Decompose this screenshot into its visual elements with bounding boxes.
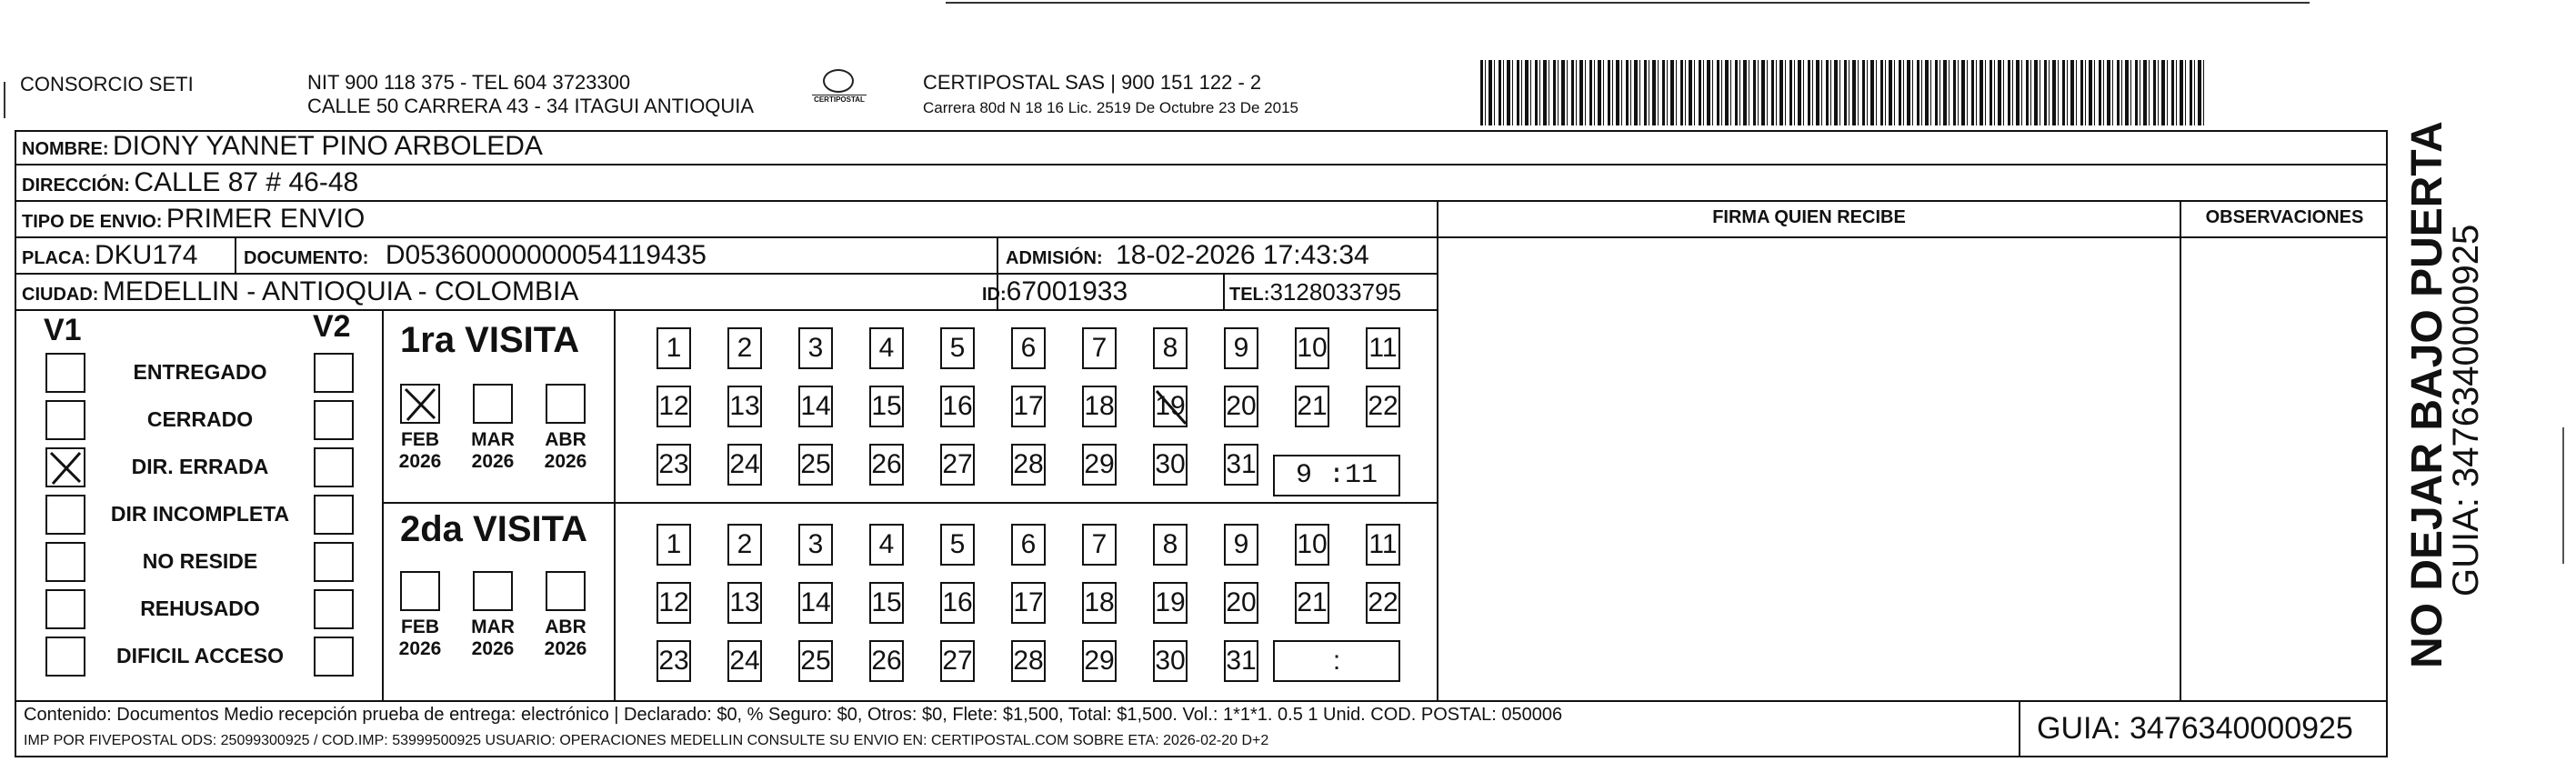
v2-checkbox[interactable]	[314, 542, 354, 582]
nombre-field	[22, 131, 543, 162]
v1-checkbox[interactable]	[45, 542, 85, 582]
day-box[interactable]: 17	[1011, 582, 1046, 624]
guia-footer: GUIA: 3476340000925	[2037, 711, 2353, 746]
day-box[interactable]: 18	[1082, 386, 1117, 427]
day-box[interactable]: 31	[1224, 444, 1258, 486]
day-box[interactable]: 12	[657, 582, 691, 624]
v1-checkbox[interactable]	[45, 353, 85, 393]
month-checkbox[interactable]	[546, 571, 586, 611]
placa-value: DKU174	[95, 240, 198, 270]
month-checkbox[interactable]	[546, 384, 586, 424]
day-box[interactable]: 22	[1366, 582, 1400, 624]
v2-checkbox[interactable]	[314, 637, 354, 677]
v2-checkbox[interactable]	[314, 495, 354, 535]
nombre-label: NOMBRE:	[22, 139, 109, 159]
day-box[interactable]: 15	[869, 386, 904, 427]
col-line	[1437, 200, 1438, 700]
day-box[interactable]: 23	[657, 444, 691, 486]
day-box[interactable]: 13	[727, 386, 762, 427]
v2-label: V2	[313, 309, 351, 344]
day-box[interactable]: 3	[798, 327, 833, 369]
month-checkbox[interactable]	[400, 384, 440, 424]
year-label: 2026	[544, 451, 587, 472]
admision-value: 18-02-2026 17:43:34	[1116, 240, 1369, 270]
day-box[interactable]: 5	[940, 524, 975, 566]
top-rule	[946, 2, 2310, 4]
day-box[interactable]: 30	[1153, 444, 1188, 486]
day-box[interactable]: 15	[869, 582, 904, 624]
day-box[interactable]: 12	[657, 386, 691, 427]
side-guia: GUIA: 3476340000925	[2446, 224, 2486, 597]
day-box[interactable]: 24	[727, 444, 762, 486]
barcode	[1480, 60, 2206, 125]
day-box[interactable]: 4	[869, 327, 904, 369]
address-line: CALLE 50 CARRERA 43 - 34 ITAGUI ANTIOQUIA	[307, 95, 755, 117]
content-line: Contenido: Documentos Medio recepción prueba de entrega: electrónico | Declarado: $0, % Seguro: $0, Otros: $0, Flete: $1,500, Total: $1,500. Vol.: 1*1*1. 0.5 1 Unid. COD. POSTAL: 050006	[24, 705, 1563, 725]
tipo-label: TIPO DE ENVIO:	[22, 212, 163, 232]
day-box[interactable]: 4	[869, 524, 904, 566]
company-name: CONSORCIO SETI	[20, 73, 194, 95]
tel-field	[1229, 278, 1401, 306]
day-box[interactable]: 9	[1224, 327, 1258, 369]
ciudad-label: CIUDAD:	[22, 285, 99, 305]
day-box[interactable]: 21	[1295, 386, 1329, 427]
day-box[interactable]: 9	[1224, 524, 1258, 566]
day-box[interactable]: 11	[1366, 327, 1400, 369]
logo-text: CERTIPOSTAL	[812, 95, 867, 104]
certipostal-line: CERTIPOSTAL SAS | 900 151 122 - 2	[923, 71, 1262, 94]
day-box[interactable]: 19	[1153, 582, 1188, 624]
col-line	[235, 236, 236, 273]
col-line	[614, 309, 616, 700]
day-box[interactable]: 18	[1082, 582, 1117, 624]
first-time-value: 9 :11	[1295, 460, 1378, 491]
month-label: FEB	[401, 429, 439, 450]
day-box[interactable]: 22	[1366, 386, 1400, 427]
day-box[interactable]: 26	[869, 640, 904, 682]
second-visit-title: 2da VISITA	[400, 509, 587, 549]
row-line	[15, 164, 2388, 165]
license-line: Carrera 80d N 18 16 Lic. 2519 De Octubre 23 De 2015	[923, 99, 1298, 116]
day-box[interactable]: 25	[798, 444, 833, 486]
status-label: NO RESIDE	[142, 549, 258, 573]
day-box[interactable]: 14	[798, 582, 833, 624]
status-label: REHUSADO	[140, 597, 260, 620]
certipostal-logo	[812, 69, 867, 113]
day-box[interactable]: 1	[657, 327, 691, 369]
right-edge-mark	[2562, 427, 2564, 564]
month-checkbox[interactable]	[473, 571, 513, 611]
nombre-value: DIONY YANNET PINO ARBOLEDA	[113, 131, 543, 161]
year-label: 2026	[398, 451, 442, 472]
row-line	[15, 700, 2388, 702]
day-box[interactable]: 8	[1153, 524, 1188, 566]
status-label: DIR INCOMPLETA	[110, 502, 290, 526]
day-box[interactable]: 1	[657, 524, 691, 566]
second-time-value: :	[1332, 646, 1341, 676]
direccion-field	[22, 167, 358, 198]
documento-field	[244, 240, 707, 271]
first-time-box[interactable]	[1273, 455, 1400, 496]
day-box[interactable]: 24	[727, 640, 762, 682]
day-box[interactable]: 16	[940, 582, 975, 624]
v2-checkbox[interactable]	[314, 589, 354, 629]
day-box[interactable]: 3	[798, 524, 833, 566]
year-label: 2026	[471, 638, 515, 659]
nit-line: NIT 900 118 375 - TEL 604 3723300	[307, 71, 631, 94]
v1-checkbox[interactable]	[45, 589, 85, 629]
month-label: FEB	[401, 617, 439, 637]
day-box[interactable]: 6	[1011, 327, 1046, 369]
left-edge-mark	[4, 82, 5, 118]
day-box[interactable]: 13	[727, 582, 762, 624]
col-line	[2180, 200, 2181, 700]
day-box[interactable]: 10	[1295, 524, 1329, 566]
row-line	[15, 200, 2388, 202]
status-label: CERRADO	[146, 407, 254, 431]
day-box[interactable]: 30	[1153, 640, 1188, 682]
v1-label: V1	[44, 313, 82, 347]
col-line	[1223, 273, 1225, 309]
v1-checkbox[interactable]	[45, 447, 85, 487]
day-box[interactable]: 2	[727, 327, 762, 369]
day-box[interactable]: 27	[940, 444, 975, 486]
day-box[interactable]: 6	[1011, 524, 1046, 566]
observaciones-header: OBSERVACIONES	[2205, 207, 2364, 227]
day-box[interactable]: 28	[1011, 444, 1046, 486]
admision-label: ADMISIÓN:	[1006, 248, 1103, 268]
status-label: DIFICIL ACCESO	[115, 644, 284, 667]
day-box[interactable]: 14	[798, 386, 833, 427]
year-label: 2026	[398, 638, 442, 659]
year-label: 2026	[544, 638, 587, 659]
day-box[interactable]: 19	[1153, 386, 1188, 427]
day-box[interactable]: 8	[1153, 327, 1188, 369]
v2-checkbox[interactable]	[314, 400, 354, 440]
ciudad-value: MEDELLIN - ANTIOQUIA - COLOMBIA	[102, 276, 579, 306]
documento-value: D05360000000054119435	[385, 240, 707, 270]
day-box[interactable]: 29	[1082, 444, 1117, 486]
placa-label: PLACA:	[22, 248, 91, 268]
day-box[interactable]: 11	[1366, 524, 1400, 566]
month-label: ABR	[545, 617, 586, 637]
day-box[interactable]: 21	[1295, 582, 1329, 624]
direccion-label: DIRECCIÓN:	[22, 175, 130, 196]
side-warning: NO DEJAR BAJO PUERTA	[2403, 121, 2451, 668]
day-box[interactable]: 27	[940, 640, 975, 682]
admision-field	[1006, 240, 1369, 271]
v1-checkbox[interactable]	[45, 495, 85, 535]
tipo-field	[22, 204, 365, 235]
day-box[interactable]: 7	[1082, 327, 1117, 369]
day-box[interactable]: 25	[798, 640, 833, 682]
second-time-box[interactable]	[1273, 640, 1400, 682]
row-line	[15, 236, 2388, 238]
row-line	[15, 309, 1438, 311]
v1-checkbox[interactable]	[45, 400, 85, 440]
month-checkbox[interactable]	[473, 384, 513, 424]
day-box[interactable]: 20	[1224, 582, 1258, 624]
id-value: 67001933	[1006, 276, 1128, 306]
status-label: ENTREGADO	[133, 360, 267, 384]
first-visit-title: 1ra VISITA	[400, 320, 580, 360]
day-box[interactable]: 17	[1011, 386, 1046, 427]
direccion-value: CALLE 87 # 46-48	[134, 167, 359, 197]
visit-divider	[382, 502, 1437, 504]
month-checkbox[interactable]	[400, 571, 440, 611]
month-label: MAR	[471, 429, 515, 450]
check-mark-icon	[402, 386, 438, 422]
tel-label: TEL:	[1229, 285, 1270, 305]
year-label: 2026	[471, 451, 515, 472]
day-box[interactable]: 28	[1011, 640, 1046, 682]
col-line	[2019, 700, 2020, 757]
id-label: ID:	[982, 285, 1007, 305]
day-box[interactable]: 31	[1224, 640, 1258, 682]
tipo-value: PRIMER ENVIO	[165, 204, 366, 234]
v2-checkbox[interactable]	[314, 447, 354, 487]
imp-line: IMP POR FIVEPOSTAL ODS: 25099300925 / COD.IMP: 53999500925 USUARIO: OPERACIONES MEDELLIN CONSULTE SU ENVIO EN: CERTIPOSTAL.COM SOBRE ETA: 2026-02-20 D+2	[24, 733, 1269, 748]
placa-field	[22, 240, 197, 271]
day-box[interactable]: 2	[727, 524, 762, 566]
v2-checkbox[interactable]	[314, 353, 354, 393]
check-mark-icon	[47, 449, 84, 486]
day-check-mark-icon	[1155, 387, 1188, 427]
id-field	[982, 276, 1128, 307]
day-box[interactable]: 7	[1082, 524, 1117, 566]
firma-header: FIRMA QUIEN RECIBE	[1712, 207, 1906, 227]
day-box[interactable]: 23	[657, 640, 691, 682]
day-box[interactable]: 29	[1082, 640, 1117, 682]
day-box[interactable]: 16	[940, 386, 975, 427]
documento-label: DOCUMENTO:	[244, 248, 369, 268]
visit-col-line	[382, 309, 384, 700]
day-box[interactable]: 10	[1295, 327, 1329, 369]
day-box[interactable]: 5	[940, 327, 975, 369]
month-label: ABR	[545, 429, 586, 450]
ciudad-field	[22, 276, 578, 307]
month-label: MAR	[471, 617, 515, 637]
v1-checkbox[interactable]	[45, 637, 85, 677]
logo-mark-icon	[823, 69, 854, 93]
day-box[interactable]: 20	[1224, 386, 1258, 427]
tel-value: 3128033795	[1269, 278, 1402, 306]
day-box[interactable]: 26	[869, 444, 904, 486]
status-label: DIR. ERRADA	[131, 455, 269, 478]
